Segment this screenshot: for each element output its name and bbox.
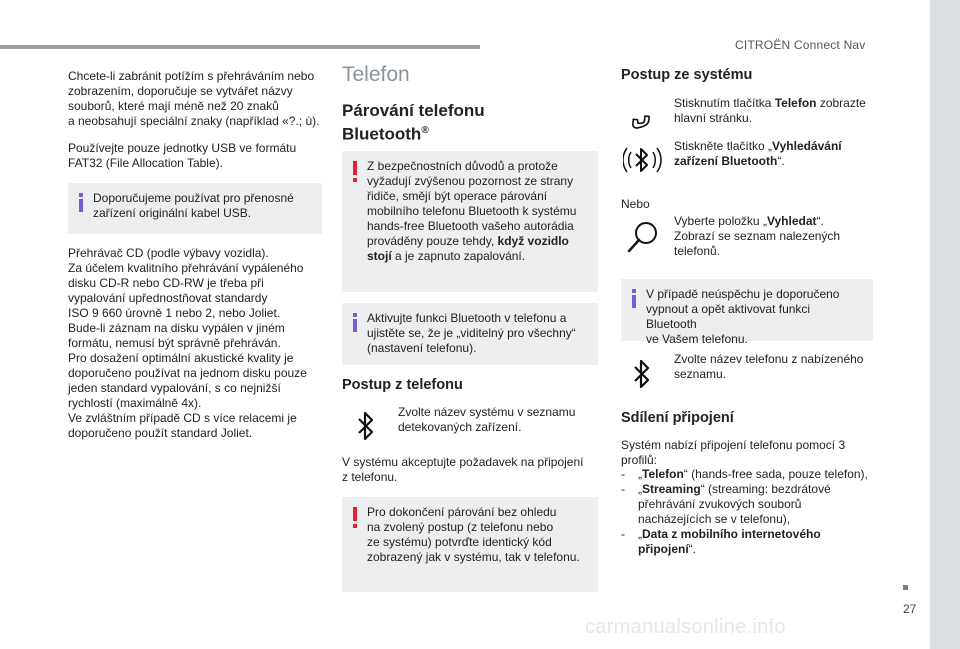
continuation-marker	[903, 585, 908, 590]
usb-filename-paragraph: Chcete-li zabránit potížím s přehráváním nebo zobrazením, doporučuje se vytvářet názvy souborů, které mají méně než 20 znaků a neobsahují speciální znaky (například «?.; ù).	[68, 69, 320, 128]
section-title: Telefon	[342, 63, 410, 86]
connection-sharing-heading: Sdílení připojení	[621, 410, 734, 426]
warning-icon	[351, 507, 359, 529]
step-press-telefon: Stisknutím tlačítka Telefon zobrazte hlavní stránku.	[674, 96, 866, 125]
phone-handset-icon	[621, 97, 655, 131]
pairing-heading-line1: Párování telefonu	[342, 101, 485, 120]
info-icon	[76, 193, 86, 213]
watermark: carmanualsonline.info	[585, 616, 786, 638]
info-icon	[629, 289, 639, 309]
step-select-search: Vyberte položku „Vyhledat“. Zobrazí se seznam nalezených telefonů.	[674, 214, 841, 258]
from-phone-heading: Postup z telefonu	[342, 377, 463, 393]
info-box-text: V případě neúspěchu je doporučeno vypnout a opět aktivovat funkci Bluetooth ve Vašem telefonu.	[646, 287, 840, 346]
info-box-usb-cable	[68, 183, 322, 234]
cd-player-paragraph: Přehrávač CD (podle výbavy vozidla). Za účelem kvalitního přehrávání vypáleného disku CD-R nebo CD-RW je třeba při vypalování upřednostňovat standardy ISO 9 660 úrovně 1 nebo 2, nebo Joliet. Bude-li záznam na disku vypálen v jiném formátu, nemusí být správně přehráván. Pro dosažení optimální akustické kvality je doporučeno používat na jednom disku pouze jeden standard vypalování, s co nejnižší rychlostí (maximálně 4x). Ve zvláštním případě CD s více relacemi je doporučeno použít standard Joliet.	[68, 246, 307, 440]
list-item: - „Data z mobilního internetového připojení“.	[621, 527, 821, 556]
bluetooth-icon	[632, 358, 652, 390]
bluetooth-search-icon	[623, 140, 663, 180]
warning-box-text: Z bezpečnostních důvodů a protože vyžadují zvýšenou pozornost ze strany řidiče, smějí být operace párování mobilního telefonu Bluetooth k systému hands-free Bluetooth vašeho autorádia prováděny pouze tehdy, když vozidlo stojí a je zapnuto zapalování.	[367, 159, 577, 263]
warning-box-safety	[342, 151, 598, 292]
info-box-text: Aktivujte funkci Bluetooth v telefonu a ujistěte se, že je „viditelný pro všechny“ (nastavení telefonu).	[367, 311, 576, 355]
step-select-system: Zvolte název systému v seznamu detekovaných zařízení.	[398, 405, 576, 434]
info-box-retry	[621, 279, 873, 346]
list-item: - „Streaming“ (streaming: bezdrátové přehrávání zvukových souborů nacházejících se v telefonu),	[621, 482, 831, 526]
warning-icon	[351, 161, 359, 183]
profiles-list	[621, 467, 891, 557]
or-label: Nebo	[621, 197, 650, 211]
brand-label: CITROËN Connect Nav	[735, 38, 866, 52]
page-number: 27	[903, 602, 917, 616]
step-press-search-bluetooth: Stiskněte tlačítko „Vyhledávání zařízení Bluetooth“.	[674, 139, 842, 168]
profiles-intro: Systém nabízí připojení telefonu pomocí 3 profilů:	[621, 438, 846, 467]
from-system-heading: Postup ze systému	[621, 67, 753, 83]
warning-box-text: Pro dokončení párování bez ohledu na zvolený postup (z telefonu nebo ze systému) potvrďte identický kód zobrazený jak v systému, tak v telefonu.	[367, 505, 580, 564]
bluetooth-icon	[356, 410, 376, 442]
pairing-heading-line2: Bluetooth®	[342, 124, 429, 144]
warning-box-code	[342, 497, 598, 592]
page-side-strip	[930, 0, 960, 649]
info-box-bluetooth-visible	[342, 303, 598, 365]
info-icon	[350, 313, 360, 333]
magnifier-icon	[624, 218, 662, 258]
header-rule	[0, 45, 480, 49]
usb-format-paragraph: Používejte pouze jednotky USB ve formátu FAT32 (File Allocation Table).	[68, 141, 297, 170]
step-select-phone: Zvolte název telefonu z nabízeného seznamu.	[674, 352, 864, 381]
list-item: - „Telefon“ (hands-free sada, pouze telefon),	[621, 467, 868, 481]
accept-request-paragraph: V systému akceptujte požadavek na připojení z telefonu.	[342, 455, 584, 484]
info-box-text: Doporučujeme používat pro přenosné zařízení originální kabel USB.	[93, 191, 294, 220]
